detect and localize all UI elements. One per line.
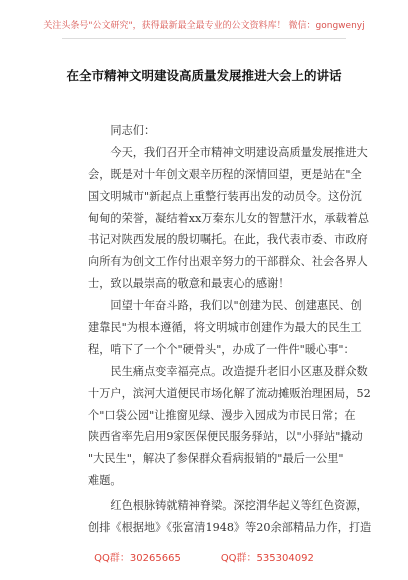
text-line: 士，致以最崇高的敬意和最衷心的感谢！ [88,277,290,291]
speech-body [88,120,372,539]
page-footer [0,549,408,564]
text-line: 个"口袋公园"让推窗见绿、漫步入园成为市民日常；在 [88,408,356,422]
footer-qq-group-2: QQ群：535304092 [220,553,314,564]
paragraph-lines [88,142,372,539]
text-line: 会，既是对十年创文艰辛历程的深情回望，更是站在"全 [88,167,362,181]
text-line: 难题。 [88,474,122,488]
text-line: 陕西省率先启用9家医保便民服务驿站，以"小驿站"撬动 [88,430,363,444]
page-header-promo: 关注头条号"公文研究"，获得最新最全最专业的公文资料库！ 微信：gongwenyj [43,21,365,31]
text-line: 今天，我们召开全市精神文明建设高质量发展推进大 [110,145,368,159]
text-line: "大民生"，解决了参保群众看病报销的"最后一公里" [88,452,344,466]
text-line: 创排《根据地》《张富清1948》等20余部精品力作，打造 [88,521,372,535]
text-line: 向所有为创文工作付出艰辛努力的干部群众、社会各界人 [88,255,368,269]
text-line: 回望十年奋斗路，我们以"创建为民、创建惠民、创 [110,299,362,313]
footer-qq-group-1: QQ群：30265665 [94,553,181,564]
text-line: 红色根脉铸就精神脊梁。深挖渭华起义等红色资源， [110,499,368,513]
document-title: 在全市精神文明建设高质量发展推进大会上的讲话 [66,68,342,83]
text-line: 国文明城市"新起点上重整行装再出发的动员令。这份沉 [88,189,362,203]
text-line: 程，啃下了一个个"硬骨头"，办成了一件件"暖心事"： [88,342,355,356]
text-line: 建靠民"为根本遵循，将文明城市创建作为最大的民生工 [88,321,362,335]
text-line: 甸甸的荣誉，凝结着xx万秦东儿女的智慧汗水，承载着总 [88,211,370,225]
text-line: 书记对陕西发展的殷切嘱托。在此，我代表市委、市政府 [88,233,368,247]
text-line: 民生痛点变幸福亮点。改造提升老旧小区惠及群众数 [110,364,368,378]
salutation: 同志们： [110,124,156,137]
text-line: 十万户，滨河大道便民市场化解了流动摊贩治理困局，52 [88,386,371,400]
header-divider [62,38,346,39]
